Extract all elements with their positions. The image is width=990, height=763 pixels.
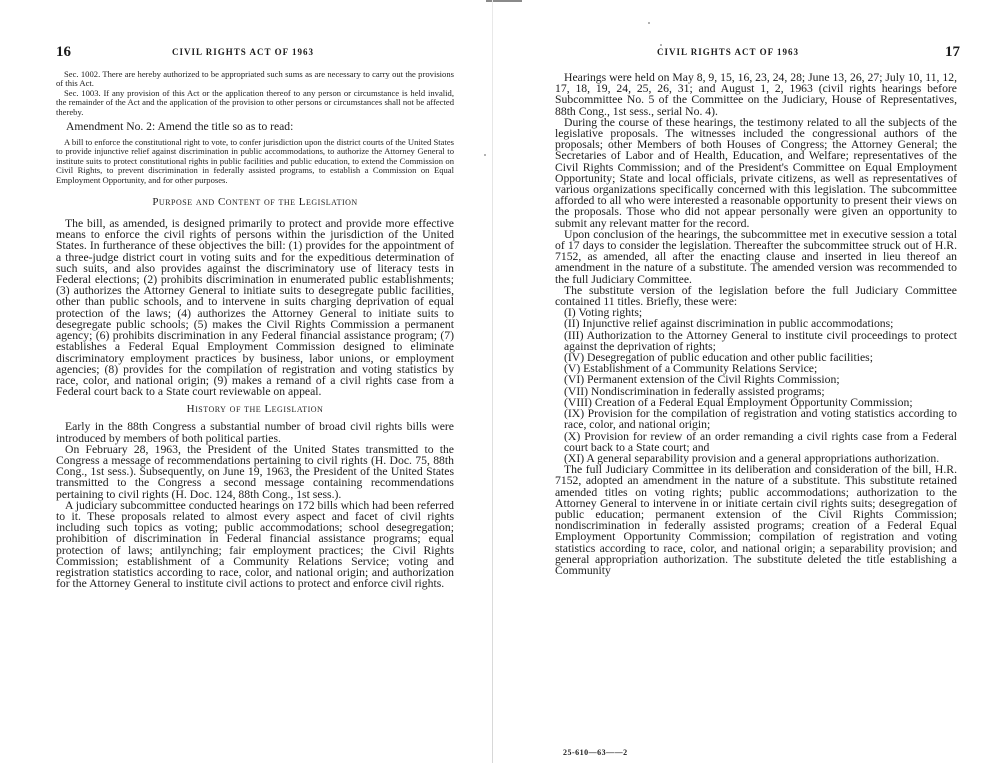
page-number: 16 (56, 44, 71, 60)
section-1002: Sec. 1002. There are hereby authorized to be appropriated such sums as are necessary to carry out the provisions of this Act. (56, 69, 454, 89)
hearings-paragraph-1: Hearings were held on May 8, 9, 15, 16, 23, 24, 28; June 13, 26, 27; July 10, 11, 12, 17, 18, 19, 24, 25, 26, 31; and August 1, 2, 1963 (civil rights hearings before Subcommittee No. 5 of the Committee on the Judiciary, House of Representatives, 88th Cong., 1st sess., serial No. 4). (555, 71, 958, 118)
list-item: (II) Injunctive relief against discrimination in public accommodations; (564, 317, 894, 331)
running-head: CIVIL RIGHTS ACT OF 1963 (172, 47, 315, 57)
left-column (56, 70, 454, 589)
closing-paragraph: The full Judiciary Committee in its deliberation and consideration of the bill, H.R. 7152, adopted an amendment in the nature of a substitute. This substitute retained amended titles on voting rights; public accommodations; authorization to the Attorney General to intervene in or initiate certain civil rights suits; desegregation of public education; permanent extension of the Civil Rights Commission; nondiscrimination in federally assisted programs; creation of a Federal Equal Employment Opportunity Commission; compilation of registration and voting statistics according to race, color, and national origin; a separability provision; and general appropriation authorization. The substitute deleted the title establishing a Community (555, 463, 957, 577)
section-heading-history: History of the Legislation (186, 403, 324, 416)
amendment-heading: Amendment No. 2: Amend the title so as to read: (66, 120, 294, 134)
list-item: (XI) A general separability provision and a general appropriations authorization. (564, 451, 940, 465)
list-item: (VI) Permanent extension of the Civil Rights Commission; (564, 373, 840, 387)
running-head: CIVIL RIGHTS ACT OF 1963 (657, 47, 800, 57)
list-item: (VIII) Creation of a Federal Equal Employment Opportunity Commission; (564, 395, 913, 409)
list-item: (III) Authorization to the Attorney General to institute civil proceedings to protect against the deprivation of rights; (564, 328, 957, 353)
list-item: (V) Establishment of a Community Relations Service; (564, 362, 818, 376)
hearings-paragraph-3: Upon conclusion of the hearings, the subcommittee met in executive session a total of 17 days to consider the legislation. Thereafter the subcommittee struck out of H.R. 7152, as amended, all after the enacting clause and inserted in lieu thereof an amendment in the nature of a substitute. The amended version was recommended to the full Judiciary Committee. (555, 227, 957, 286)
section-1003: Sec. 1003. If any provision of this Act or the application thereof to any person or circumstance is held invalid, the remainder of the Act and the application of the provision to other persons or circumstances shall not be affected thereby. (56, 87, 454, 117)
history-paragraph-1: Early in the 88th Congress a substantial number of broad civil rights bills were introduced by members of both political parties. (56, 420, 454, 445)
section-heading-purpose: Purpose and Content of the Legislation (152, 196, 358, 209)
hearings-paragraph-2: During the course of these hearings, the testimony related to all the subjects of the legislative proposals. The witnesses included the congressional authors of the proposals; other Members of both Houses of Congress; the Attorney General; the Secretaries of Labor and of Health, Education, and Welfare; representatives of the Civil Rights Commission; and of the President's Committee on Equal Employment Opportunity; State and local officials, private citizens, as well as representatives of various organizations specifically concerned with this legislation. The subcommittee afforded to all who were interested a reasonable opportunity to present their views on the proposals. Those who did not appear personally were given an opportunity to submit any relevant matter for the record. (555, 115, 957, 230)
print-code: 25-610—63——2 (563, 748, 628, 757)
list-item: (I) Voting rights; (564, 306, 643, 320)
right-page (495, 0, 990, 763)
list-item: (VII) Nondiscrimination in federally assisted programs; (564, 384, 825, 398)
purpose-paragraph: The bill, as amended, is designed primarily to protect and provide more effective means to enforce the civil rights of persons within the jurisdiction of the United States. In furtherance of these objectives the bill: (1) provides for the appointment of a three-judge district court in voting suits and for the expeditious determination of such suits, and also provides against the discriminatory use of literacy tests in Federal elections; (2) prohibits discrimination in enumerated public establishments; (3) authorizes the Attorney General to initiate suits to desegregate public facilities, other than public schools, and to intervene in suits charging deprivation of equal protection of the laws; (4) authorizes the Attorney General to initiate suits to desegregate public schools; (5) makes the Civil Rights Commission a permanent agency; (6) prohibits discrimination in any Federal financial assistance program; (7) establishes a Federal Equal Employment Commission designed to eliminate discriminatory employment practices by business, labor unions, or employment agencies; (8) provides for the compilation of registration and voting statistics by race, color, and national origin; (9) makes a remand of a civil rights case from a Federal court back to a State court reviewable on appeal. (56, 217, 454, 399)
list-item: (IV) Desegregation of public education and other public facilities; (564, 351, 873, 365)
page-number: 17 (945, 44, 960, 60)
list-item: (IX) Provision for the compilation of registration and voting statistics according to race, color, and national origin; (564, 407, 957, 432)
right-column (555, 72, 957, 576)
amendment-text: A bill to enforce the constitutional right to vote, to confer jurisdiction upon the district courts of the United States to provide injunctive relief against discrimination in public accommodations, to authorize the Attorney General to institute suits to protect constitutional rights in public facilities and public education, to extend the Commission on Civil Rights, to prevent discrimination in federally assisted programs, to establish a Commission on Equal Employment Opportunity, and for other purposes. (56, 137, 454, 185)
titles-list (555, 307, 957, 464)
history-paragraph-2: On February 28, 1963, the President of the United States transmitted to the Congress a message of recommendations pertaining to civil rights (H. Doc. 75, 88th Cong., 1st sess.). Subsequently, on June 19, 1963, the President of the United States transmitted to the Congress a second message containing recommendations pertaining to civil rights (H. Doc. 124, 88th Cong., 1st sess.). (56, 442, 454, 501)
list-item: (X) Provision for review of an order remanding a civil rights case from a Federal court back to a State court; and (564, 429, 957, 454)
history-paragraph-3: A judiciary subcommittee conducted hearings on 172 bills which had been referred to it. These proposals related to almost every aspect and facet of civil rights including such topics as voting; public accommodations; school desegregation; prohibition of discrimination in Federal financial assistance programs; equal protection of laws; antilynching; fair employment practices; the Civil Rights Commission; establishment of a Community Relations Service; voting and registration statistics according to race, color, and national origin; and authorization for the Attorney General to institute civil actions to protect and enforce civil rights. (56, 498, 454, 591)
titles-intro: The substitute version of the legislation before the full Judiciary Committee contained 11 titles. Briefly, these were: (555, 283, 957, 309)
